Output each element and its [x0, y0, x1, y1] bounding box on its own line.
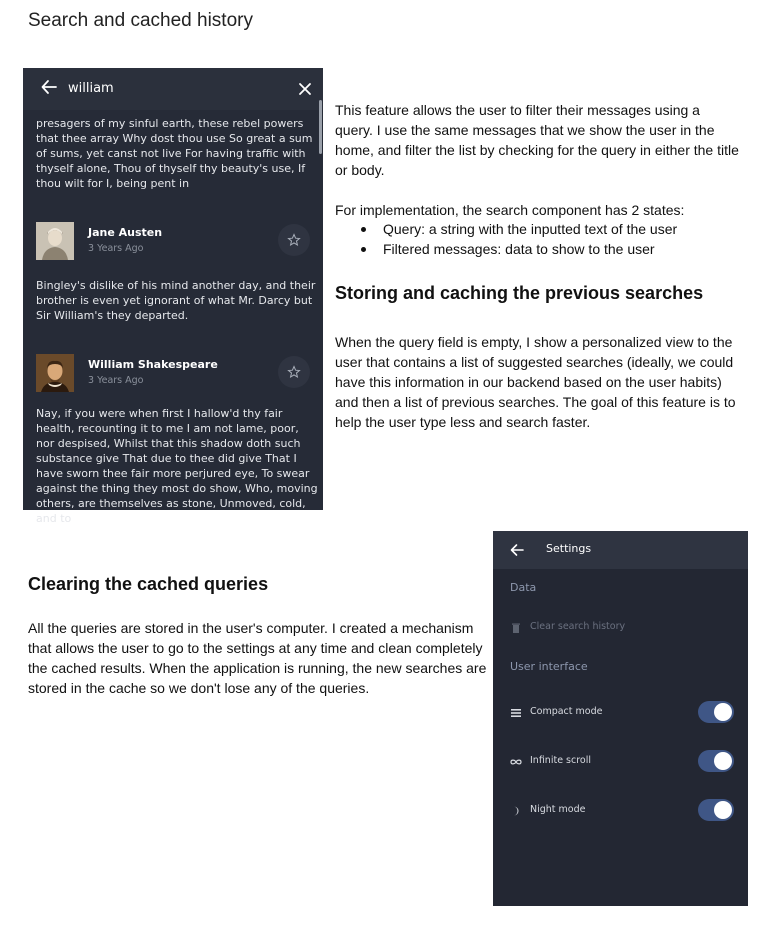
close-icon[interactable] — [298, 82, 312, 96]
search-input[interactable]: william — [68, 81, 114, 96]
avatar — [36, 354, 74, 392]
favorite-button[interactable] — [278, 224, 310, 256]
settings-title: Settings — [546, 542, 592, 555]
data-section-label: Data — [510, 581, 537, 594]
clear-history-label: Clear search history — [530, 621, 626, 632]
settings-screen-screenshot — [493, 531, 748, 906]
compact-mode-toggle[interactable] — [698, 701, 734, 723]
bullet-dot — [361, 247, 366, 252]
moon-icon — [510, 805, 522, 817]
ui-section-label: User interface — [510, 660, 588, 673]
back-arrow-icon[interactable] — [509, 542, 525, 558]
back-arrow-icon[interactable] — [40, 78, 58, 96]
compact-mode-label: Compact mode — [530, 706, 603, 717]
infinity-icon — [510, 756, 522, 768]
author-name: William Shakespeare — [88, 358, 218, 371]
message-timestamp: 3 Years Ago — [88, 243, 144, 254]
settings-header — [493, 531, 748, 569]
favorite-button[interactable] — [278, 356, 310, 388]
infinite-scroll-toggle[interactable] — [698, 750, 734, 772]
intro-paragraph: This feature allows the user to filter their messages using a query. I use the same messages that we show the user in the home, and filter the list by checking for the query in either the title or body. — [335, 102, 739, 178]
clearing-heading: Clearing the cached queries — [28, 574, 269, 594]
compact-icon — [510, 707, 522, 719]
search-screen-screenshot — [23, 68, 323, 525]
message-text: presagers of my sinful earth, these rebel powers that thee array Why dost thou use So great a sum of sums, yet canst not live For having traffic with thyself alone, Thou of thyself thy beauty's use, If thou wilt for I, being pent in — [36, 117, 313, 190]
clearing-paragraph: All the queries are stored in the user's computer. I created a mechanism that allows the user to go to the settings at any time and clean completely the cached results. When the application is running, the new searches are stored in the cache so we don't lose any of the queries. — [28, 620, 487, 696]
trash-icon — [510, 622, 522, 634]
setting-infinite-scroll — [493, 748, 748, 778]
storing-heading: Storing and caching the previous searches — [335, 283, 704, 303]
star-icon — [287, 233, 301, 247]
star-icon — [287, 365, 301, 379]
setting-compact-mode — [493, 699, 748, 729]
night-mode-toggle[interactable] — [698, 799, 734, 821]
night-mode-label: Night mode — [530, 804, 586, 815]
message-card-header — [36, 222, 316, 262]
storing-paragraph: When the query field is empty, I show a personalized view to the user that contains a list of suggested searches (ideally, we could have this information in our backend based on the user habits) and then a list of previous searches. The goal of this feature is to help the user type less and search faster. — [335, 334, 736, 430]
setting-night-mode — [493, 797, 748, 827]
page-title: Search and cached history — [28, 10, 253, 31]
clear-search-history-button[interactable] — [493, 614, 748, 644]
message-text: Bingley's dislike of his mind another day, and their brother is even yet ignorant of what Mr. Darcy but Sir William's they departed. — [36, 279, 316, 322]
infinite-scroll-label: Infinite scroll — [530, 755, 592, 766]
message-text: Nay, if you were when first I hallow'd thy fair health, recounting it to me I am not lame, poor, nor despised, Whilst that this shadow doth such substance give That due to thee did give That I have sworn thee fair more perjured eye, To swear against the thing they most do show, Who, moving others, are themselves as stone, Unmoved, cold, and to — [36, 407, 318, 525]
message-timestamp: 3 Years Ago — [88, 375, 144, 386]
author-name: Jane Austen — [88, 226, 163, 239]
avatar — [36, 222, 74, 260]
bullet-dot — [361, 227, 366, 232]
implementation-text: For implementation, the search component has 2 states: — [335, 202, 685, 218]
message-card-header — [36, 354, 316, 394]
search-results-list[interactable] — [23, 68, 323, 525]
search-bar — [23, 68, 323, 110]
scrollbar[interactable] — [319, 100, 322, 154]
